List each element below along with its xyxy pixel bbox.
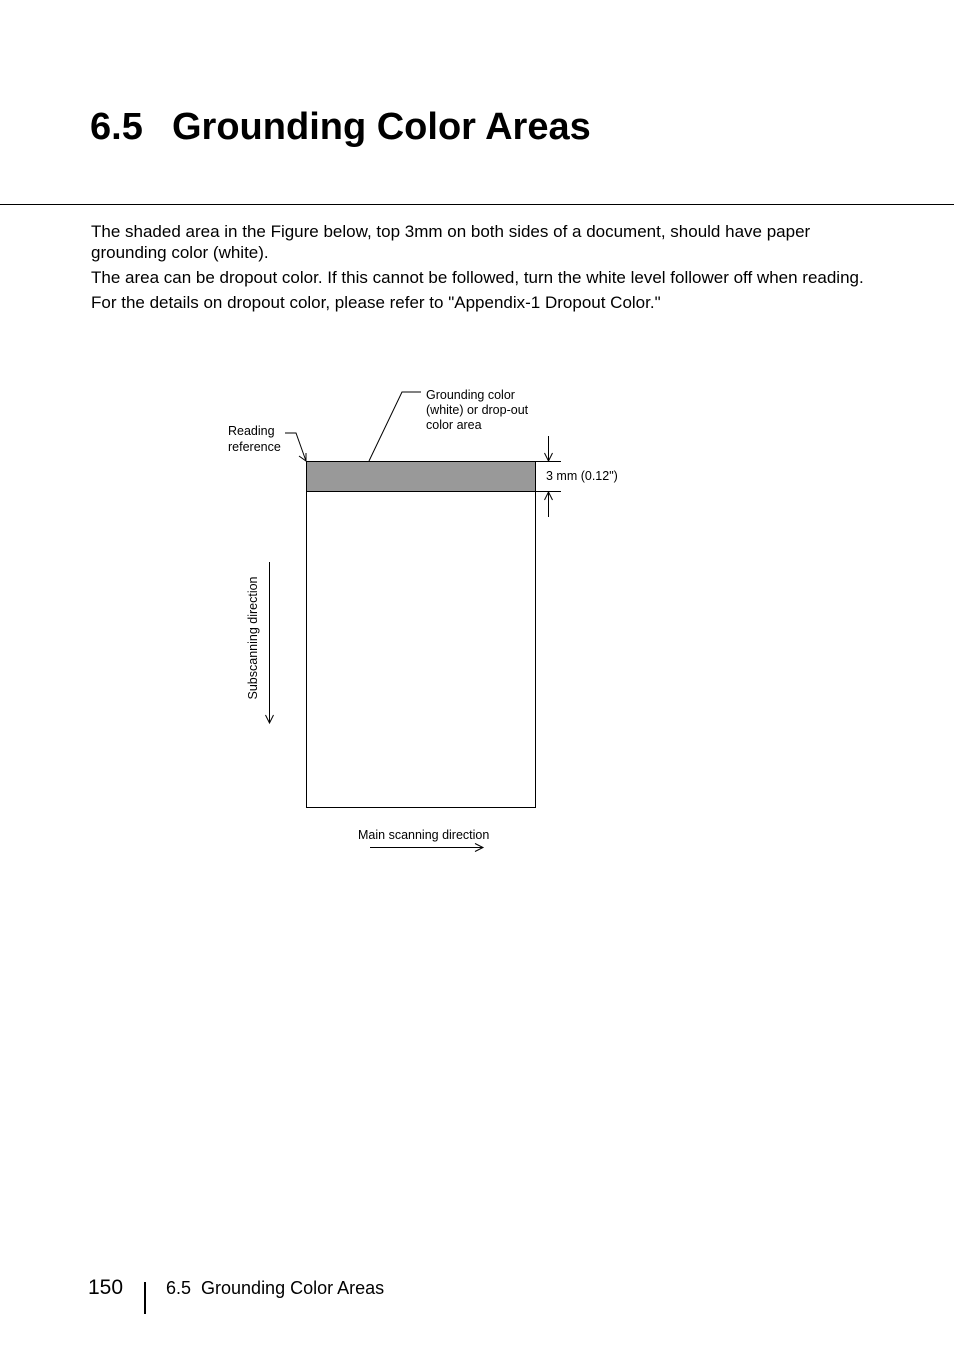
footer-separator [144, 1282, 146, 1314]
footer-section-title: 6.5 Grounding Color Areas [166, 1278, 385, 1298]
paragraph-3: For the details on dropout color, please refer to "Appendix-1 Dropout Color." [91, 293, 661, 312]
reading-label-line-1: Reading [228, 424, 275, 438]
dimension-label: 3 mm (0.12") [546, 469, 618, 483]
main-scanning-label: Main scanning direction [358, 828, 490, 842]
reading-leader-line [285, 433, 306, 461]
grounding-label-line-2: (white) or drop-out [426, 403, 529, 417]
subscanning-label: Subscanning direction [246, 576, 260, 700]
grounding-label-line-1: Grounding color [426, 388, 515, 402]
grounding-label-line-3: color area [426, 418, 482, 432]
paragraph-2: The area can be dropout color. If this cannot be followed, turn the white level follower off when reading. [91, 268, 864, 287]
reading-label [228, 424, 281, 454]
shaded-area [307, 462, 536, 492]
grounding-label [426, 388, 532, 432]
reading-label-line-2: reference [228, 440, 281, 454]
document-outline [307, 462, 536, 808]
paragraph-1: The shaded area in the Figure below, top 3mm on both sides of a document, should have paper grounding color (white). [91, 222, 811, 262]
section-number: 6.5 [90, 106, 143, 148]
page-number: 150 [88, 1276, 124, 1299]
grounding-leader-line [369, 392, 421, 461]
section-title-text: Grounding Color Areas [172, 106, 591, 148]
